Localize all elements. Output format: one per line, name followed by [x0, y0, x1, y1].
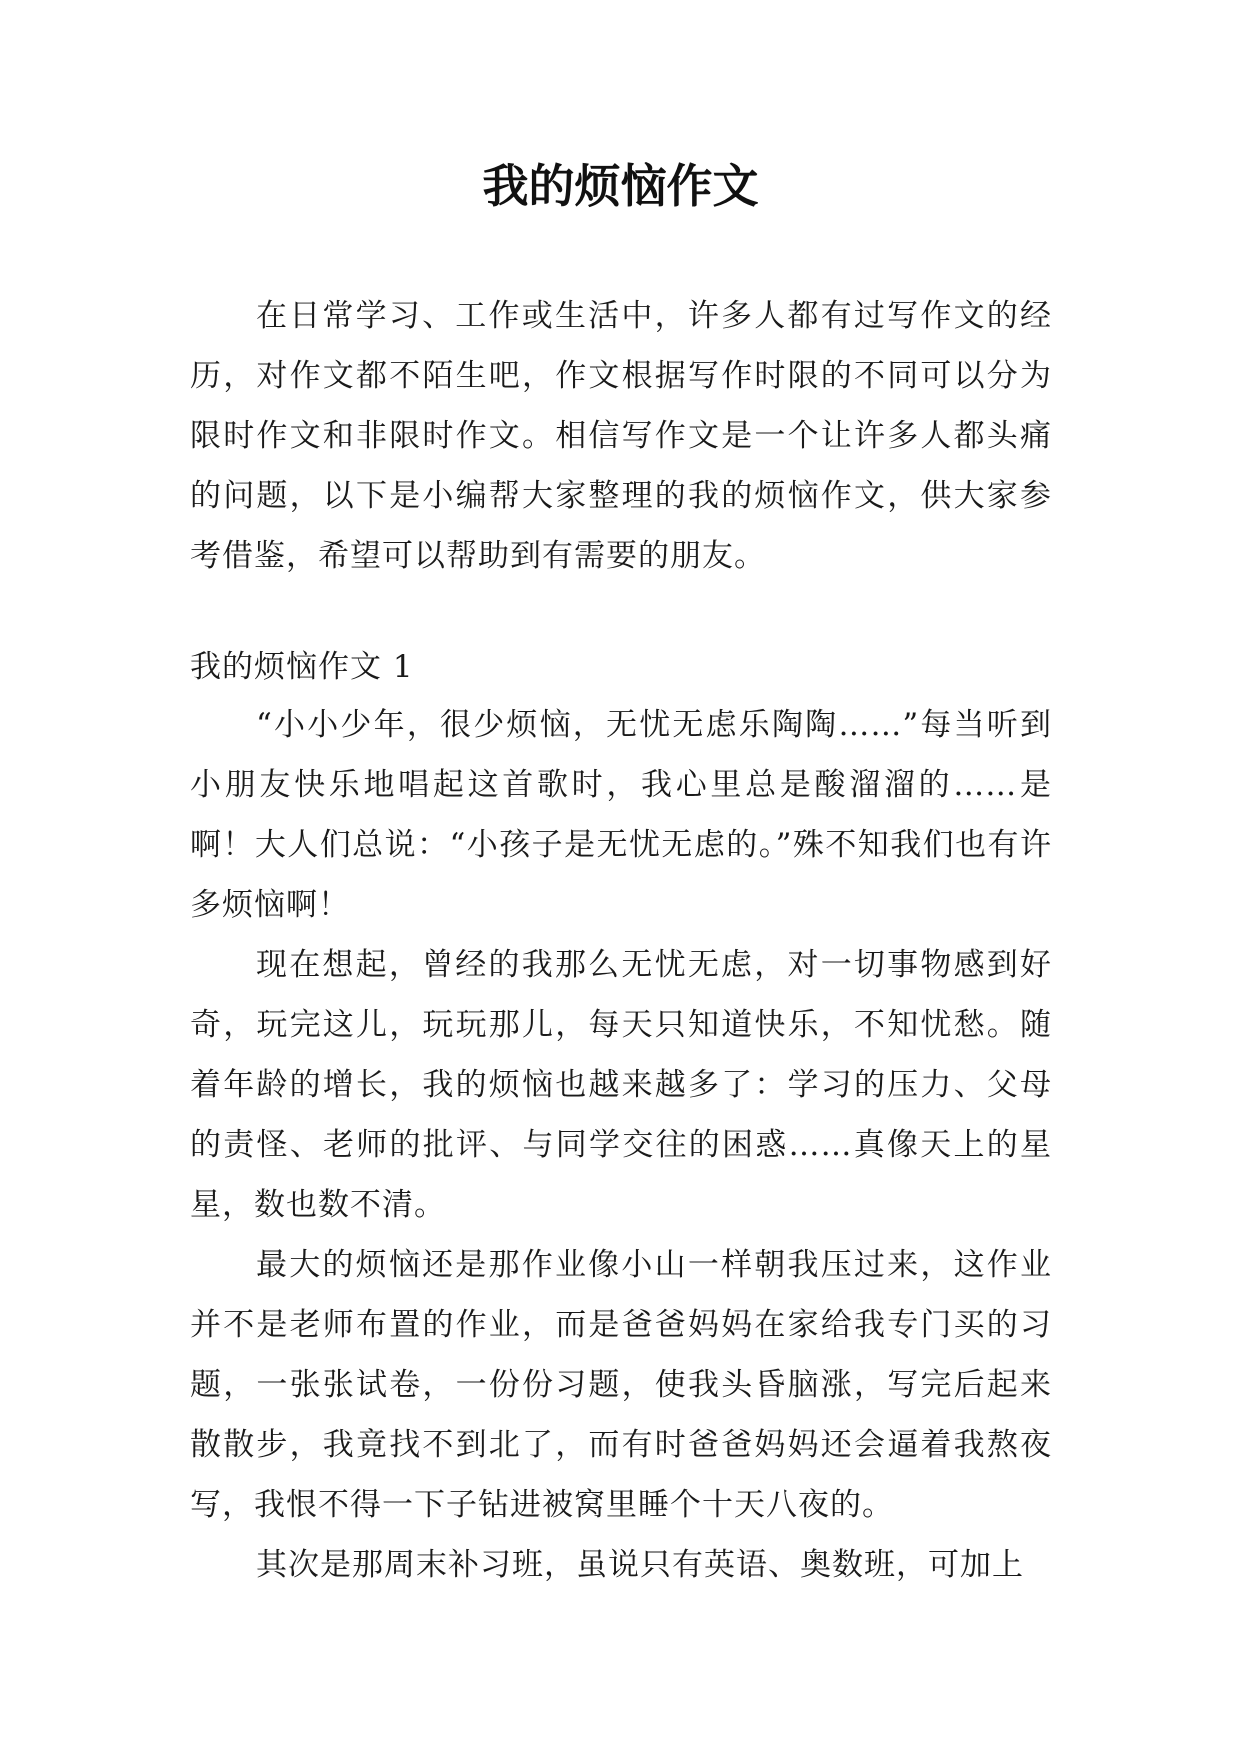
document-title: 我的烦恼作文 — [482, 159, 759, 213]
essay-paragraph: “小小少年，很少烦恼，无忧无虑乐陶陶……”每当听到小朋友快乐地唱起这首歌时，我心里总是酸溜溜的……是啊！大人们总说：“小孩子是无忧无虑的。”殊不知我们也有许多烦恼啊！ — [190, 707, 1052, 923]
essay-paragraph: 现在想起，曾经的我那么无忧无虑，对一切事物感到好奇，玩完这儿，玩玩那儿，每天只知道快乐，不知忧愁。随着年龄的增长，我的烦恼也越来越多了：学习的压力、父母的责怪、老师的批评、与同学交往的困惑……真像天上的星星，数也数不清。 — [190, 947, 1052, 1223]
essay-body — [190, 695, 1052, 1595]
intro-paragraph: 在日常学习、工作或生活中，许多人都有过写作文的经历，对作文都不陌生吧，作文根据写作时限的不同可以分为限时作文和非限时作文。相信写作文是一个让许多人都头痛的问题，以下是小编帮大家整理的我的烦恼作文，供大家参考借鉴，希望可以帮助到有需要的朋友。 — [190, 298, 1052, 574]
essay-paragraph: 其次是那周末补习班，虽说只有英语、奥数班，可加上 — [256, 1547, 1024, 1583]
essay-paragraph: 最大的烦恼还是那作业像小山一样朝我压过来，这作业并不是老师布置的作业，而是爸爸妈妈在家给我专门买的习题，一张张试卷，一份份习题，使我头昏脑涨，写完后起来散散步，我竟找不到北了，而有时爸爸妈妈还会逼着我熬夜写，我恨不得一下子钻进被窝里睡个十天八夜的。 — [190, 1247, 1052, 1523]
section-heading: 我的烦恼作文 1 — [190, 649, 414, 685]
